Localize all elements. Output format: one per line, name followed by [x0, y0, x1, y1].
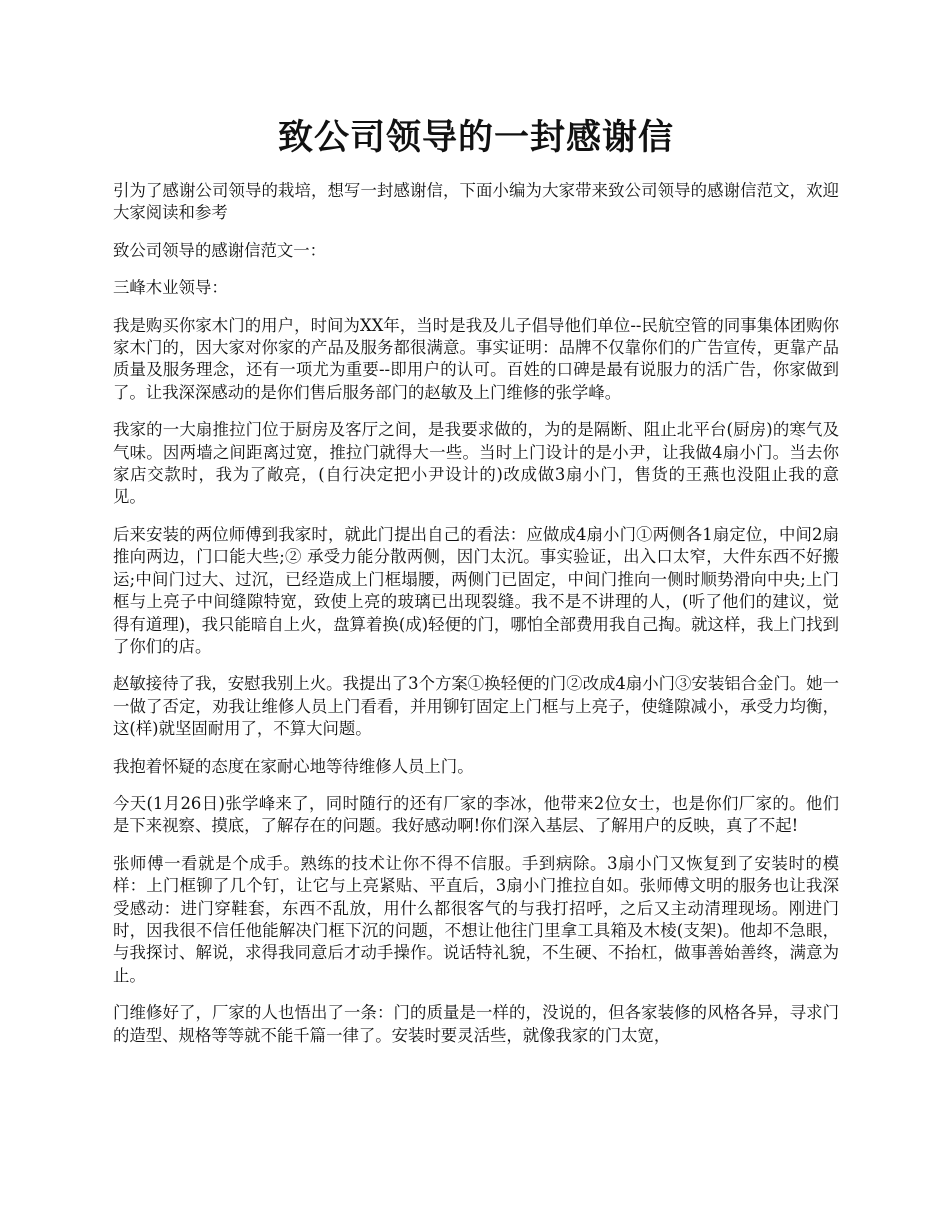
paragraph-sample-heading: 致公司领导的感谢信范文一：: [113, 240, 327, 260]
document-page: [113, 0, 839, 1062]
paragraph-body: 我抱着怀疑的态度在家耐心地等待维修人员上门。: [113, 756, 474, 776]
document-title: 致公司领导的一封感谢信: [277, 117, 674, 158]
paragraph-body: 我家的一大扇推拉门位于厨房及客厅之间，是我要求做的，为的是隔断、阻止北平台(厨房)的寒气及气味。因两墙之间距离过宽，推拉门就得大一些。当时上门设计的是小尹，让我做4扇小门。当去你家店交款时，我为了敞亮，(自行决定把小尹设计的)改成做3扇小门，售货的王燕也没阻止我的意见。: [113, 420, 839, 507]
paragraph-body: 后来安装的两位师傅到我家时，就此门提出自己的看法：应做成4扇小门①两侧各1扇定位，中间2扇推向两边，门口能大些;② 承受力能分散两侧，因门太沉。事实验证，出入口太窄，大件东西不好搬运;中间门过大、过沉，已经造成上门框塌腰，两侧门已固定，中间门推向一侧时顺势滑向中央;上门框与上亮子中间缝隙特宽，致使上亮的玻璃已出现裂缝。我不是不讲理的人，(听了他们的建议，觉得有道理)，我只能暗自上火，盘算着换(成)轻便的门，哪怕全部费用我自己掏。就这样，我上门找到了你们的店。: [113, 524, 839, 656]
paragraph-salutation: 三峰木业领导：: [113, 278, 228, 298]
paragraph-body: 门维修好了，厂家的人也悟出了一条：门的质量是一样的，没说的，但各家装修的风格各异，寻求门的造型、规格等等就不能千篇一律了。安装时要灵活些，就像我家的门太宽，: [113, 1003, 839, 1045]
paragraph-body: 张师傅一看就是个成手。熟练的技术让你不得不信服。手到病除。3扇小门又恢复到了安装时的模样：上门框铆了几个钉，让它与上亮紧贴、平直后，3扇小门推拉自如。张师傅文明的服务也让我深受感动：进门穿鞋套，东西不乱放，用什么都很客气的与我打招呼，之后又主动清理现场。刚进门时，因我很不信任他能解决门框下沉的问题，不想让他往门里拿工具箱及木棱(支架)。他却不急眼，与我探讨、解说，求得我同意后才动手操作。说话特礼貌，不生硬、不抬杠，做事善始善终，满意为止。: [113, 853, 839, 985]
paragraph-body: 今天(1月26日)张学峰来了，同时随行的还有厂家的李冰，他带来2位女士，也是你们厂家的。他们是下来视察、摸底，了解存在的问题。我好感动啊!你们深入基层、了解用户的反映，真了不起!: [113, 793, 839, 836]
paragraph-body: 赵敏接待了我，安慰我别上火。我提出了3个方案①换轻便的门②改成4扇小门③安装铝合金门。她一一做了否定，劝我让维修人员上门看看，并用铆钉固定上门框与上亮子，使缝隙减小，承受力均衡，这(样)就坚固耐用了，不算大问题。: [113, 674, 839, 739]
paragraph-body: 我是购买你家木门的用户，时间为XX年，当时是我及儿子倡导他们单位--民航空管的同事集体团购你家木门的，因大家对你家的产品及服务都很满意。事实证明：品牌不仅靠你们的广告宣传，更靠产品质量及服务理念，还有一项尤为重要--即用户的认可。百姓的口碑是最有说服力的活广告，你家做到了。让我深深感动的是你们售后服务部门的赵敏及上门维修的张学峰。: [113, 315, 839, 402]
paragraph-intro: 引为了感谢公司领导的栽培，想写一封感谢信，下面小编为大家带来致公司领导的感谢信范文，欢迎大家阅读和参考: [113, 181, 839, 223]
document-body: [113, 180, 839, 1047]
